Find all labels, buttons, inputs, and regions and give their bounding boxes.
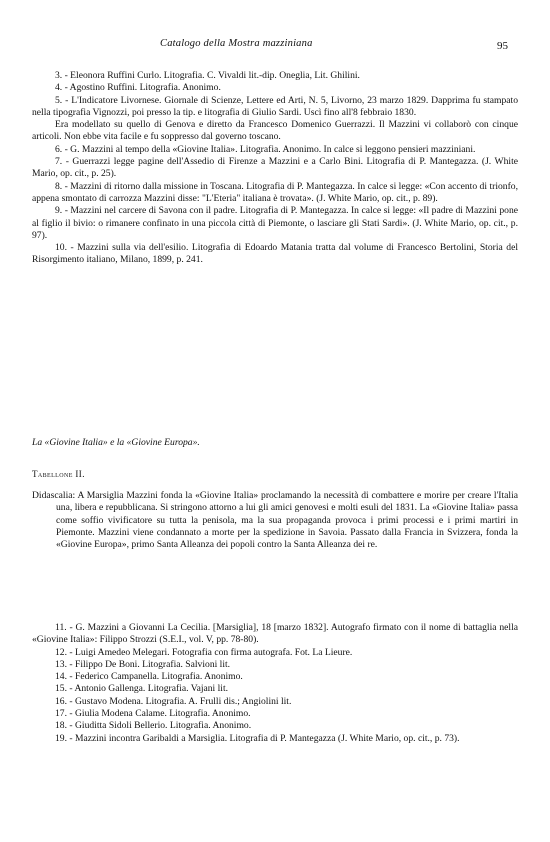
- catalog-entry-9: 9. - Mazzini nel carcere di Savona con il padre. Litografia di P. Mantegazza. In calce si legge: «Il padre di Mazzini pone al figlio il bivio: o rimanere confinato in una piccola città di Piemonte, o lasciare gli Stati Sardi». (J. White Mario, op. cit., p. 97).: [32, 205, 518, 241]
- section-heading: La «Giovine Italia» e la «Giovine Europa».: [32, 437, 200, 448]
- caption-text: A Marsiglia Mazzini fonda la «Giovine Italia» proclamando la necessità di combattere e morire per creare l'Italia una, libera e repubblicana. Si stringono attorno a lui gli amici genovesi e molti esuli del 1831. La «Giovine Italia» passa come soffio vivificatore su tutta la penisola, ma la sua propaganda provoca i primi processi e i primi martiri in Piemonte. Mazzini viene condannato a morte per la spedizione in Savoia. Passato dalla Francia in Svizzera, fonda la «Giovine Europa», primo Santa Alleanza dei popoli contro la Santa Alleanza dei re.: [56, 490, 518, 551]
- catalog-entry-15: 15. - Antonio Gallenga. Litografia. Vajani lit.: [55, 683, 229, 695]
- catalog-entry-8: 8. - Mazzini di ritorno dalla missione in Toscana. Litografia di P. Mantegazza. In calce si legge: «Con accento di trionfo, appena smontato di carrozza Mazzini disse: "L'Eteria" italiana è trovata». (J. White Mario, op. cit., p. 89).: [32, 180, 518, 204]
- page-number: 95: [497, 40, 508, 52]
- catalog-entry-4: 4. - Agostino Ruffini. Litografia. Anonimo.: [55, 82, 221, 94]
- catalog-entry-17: 17. - Giulia Modena Calame. Litografia. Anonimo.: [55, 708, 251, 720]
- catalog-entry-3: 3. - Eleonora Ruffini Curlo. Litografia. C. Vivaldi lit.-dip. Oneglia, Lit. Ghilini.: [55, 70, 360, 81]
- catalog-entry-7: 7. - Guerrazzi legge pagine dell'Assedio di Firenze a Mazzini e a Carlo Bini. Litografia di P. Mantegazza. (J. White Mario, op. cit., p. 25).: [32, 156, 518, 180]
- panel-label: Tabellone II.: [32, 469, 85, 479]
- catalog-entry-6: 6. - G. Mazzini al tempo della «Giovine Italia». Litografia. Anonimo. In calce si leggono pensieri mazziniani.: [55, 143, 476, 155]
- running-header: Catalogo della Mostra mazziniana: [160, 38, 313, 49]
- catalog-entry-11: 11. - G. Mazzini a Giovanni La Cecilia. [Marsiglia], 18 [marzo 1832]. Autografo firmato con il nome di battaglia nella «Giovine Italia»: Filippo Strozzi (S.E.I., vol. V, pp. 78-80).: [32, 622, 518, 646]
- caption-block: [32, 490, 518, 551]
- catalog-entries-bottom: [32, 622, 518, 745]
- catalog-entry-19: 19. - Mazzini incontra Garibaldi a Marsiglia. Litografia di P. Mantegazza (J. White Mario, op. cit., p. 73).: [55, 732, 460, 744]
- catalog-entry-10: 10. - Mazzini sulla via dell'esilio. Litografia di Edoardo Matania tratta dal volume di Francesco Bertolini, Storia del Risorgimento italiano, Milano, 1899, p. 241.: [32, 242, 518, 266]
- catalog-entry-12: 12. - Luigi Amedeo Melegari. Fotografia con firma autografa. Fot. La Lieure.: [55, 646, 353, 658]
- catalog-entry-5-note: Era modellato su quello di Genova e diretto da Francesco Domenico Guerrazzi. Il Mazzini vi collaborò con cinque articoli. Non ebbe vita facile e fu soppresso dal governo toscano.: [32, 119, 518, 143]
- catalog-entry-18: 18. - Giuditta Sidoli Bellerio. Litografia. Anonimo.: [55, 720, 252, 732]
- catalog-entry-16: 16. - Gustavo Modena. Litografia. A. Frulli dis.; Angiolini lit.: [55, 695, 292, 707]
- catalog-entry-14: 14. - Federico Campanella. Litografia. Anonimo.: [55, 671, 243, 683]
- catalog-entries-top: [32, 70, 518, 267]
- catalog-entry-5: 5. - L'Indicatore Livornese. Giornale di Scienze, Lettere ed Arti, N. 5, Livorno, 23 marzo 1829. Dapprima fu stampato nella tipografia Vignozzi, poi presso la tip. e litografia di Giulio Sardi. Uscì fino all'8 febbraio 1830.: [32, 94, 518, 118]
- caption-label: Didascalia:: [32, 490, 76, 501]
- catalog-entry-13: 13. - Filippo De Boni. Litografia. Salvioni lit.: [55, 658, 231, 670]
- caption-paragraph: [32, 490, 518, 551]
